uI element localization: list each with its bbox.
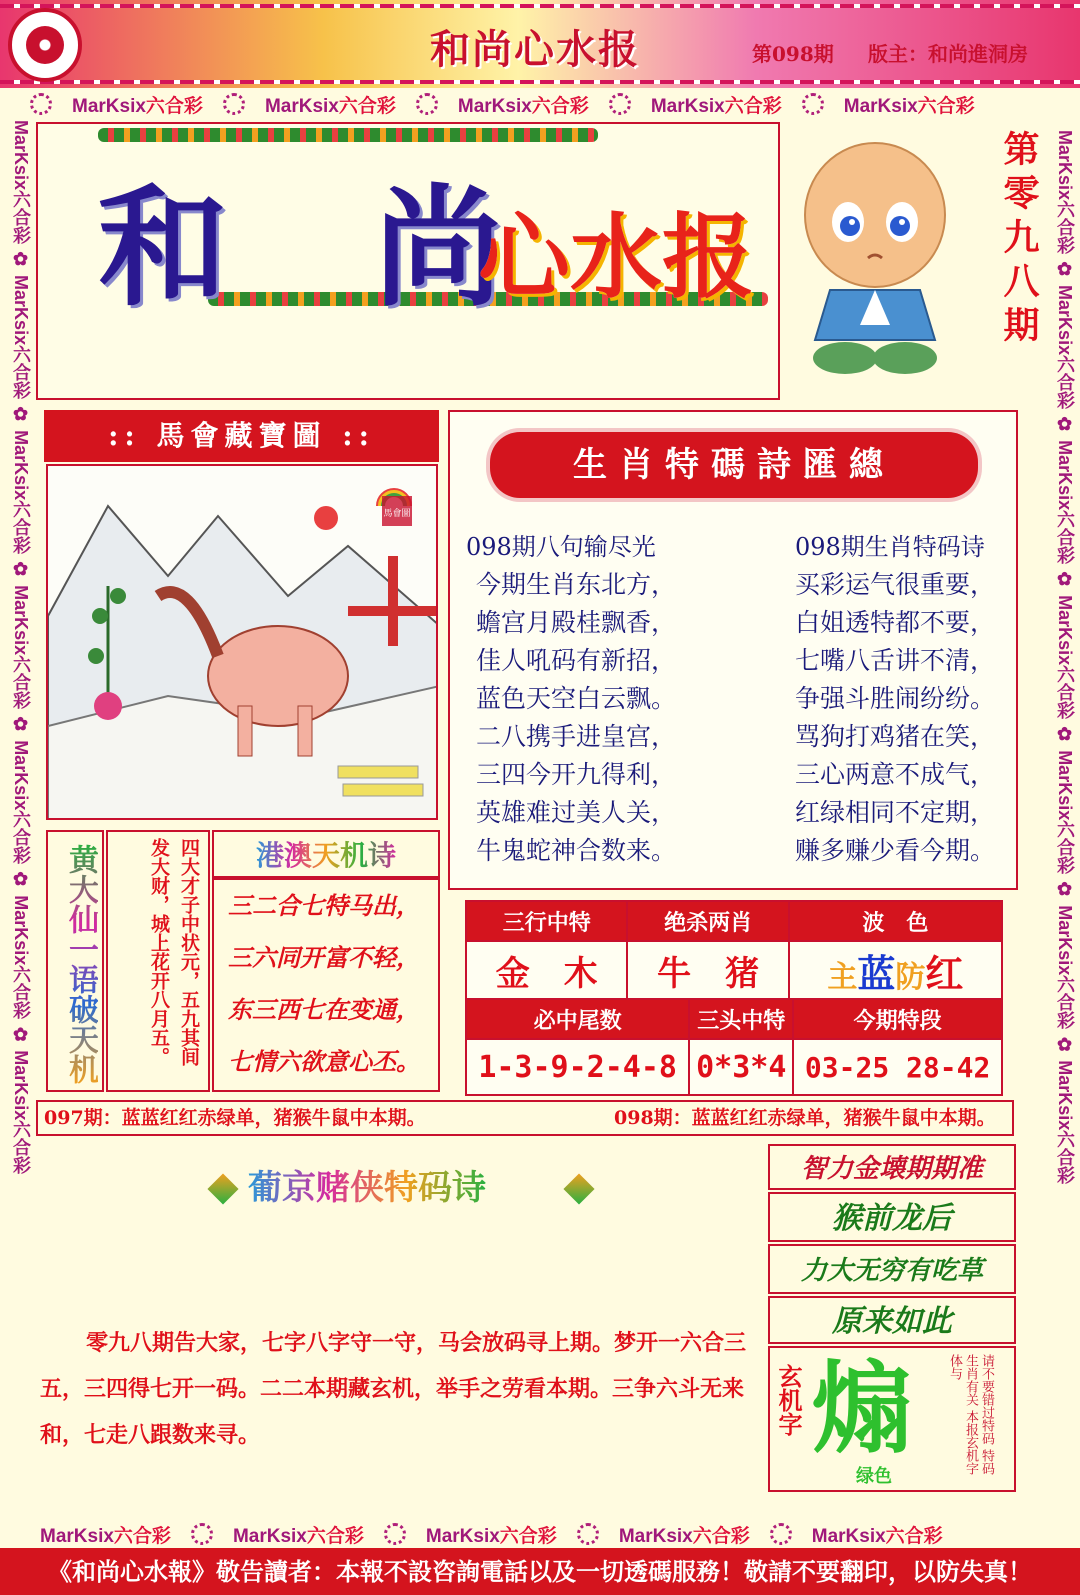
poem-line: 争强斗胜闹纷纷。 xyxy=(795,684,996,713)
map-stamp: 馬會圖 xyxy=(383,509,411,519)
header-title: 和尚心水报 xyxy=(430,26,640,73)
poem-line: 蓝色天空白云飘。 xyxy=(476,684,677,713)
flower-icon xyxy=(384,1523,406,1545)
bauhinia-icon xyxy=(26,26,64,64)
flower-icon xyxy=(416,93,438,115)
header-stripe-bottom xyxy=(0,80,1080,84)
table-cell: 金 木 xyxy=(466,941,627,1000)
poem-line: 三六同开富不轻， xyxy=(228,943,420,972)
prediction-table-1 xyxy=(465,900,1003,1001)
zhili-line: 原来如此 xyxy=(768,1296,1016,1344)
poem-line: 东三西七在变通， xyxy=(228,995,420,1024)
watermark: MarKsix六合彩 xyxy=(232,1525,364,1547)
poem-left-column xyxy=(466,528,766,870)
hk-emblem-logo xyxy=(8,8,82,82)
table-header: 波 色 xyxy=(789,901,1002,941)
strip-left: 097期：蓝蓝红红赤绿单，猪猴牛鼠中本期。 xyxy=(44,1107,426,1129)
masthead-xin-shui-bao: 心水报 xyxy=(478,203,755,311)
gangao-title: 港澳天机诗 xyxy=(212,830,440,878)
treasure-map-title: :: 馬會藏寶圖 :: xyxy=(44,410,439,462)
poem-line: 白姐透特都不要， xyxy=(795,608,996,637)
table-header: 三行中特 xyxy=(466,901,627,941)
header-issue: 第098期 xyxy=(752,42,834,66)
watermark-right-column: MarKsix六合彩 ✿ MarKsix六合彩 ✿ MarKsix六合彩 ✿ MarKsix六合彩 ✿ MarKsix六合彩 ✿ MarKsix六合彩 ✿ MarKsix六合彩 xyxy=(1055,130,1075,1185)
xuanji-box xyxy=(768,1346,1016,1492)
issue-vertical: 第零九八期 xyxy=(998,130,1040,350)
flower-icon xyxy=(191,1523,213,1545)
masthead-he-shang: 和 尚 xyxy=(98,171,554,324)
flower-icon xyxy=(609,93,631,115)
xuanji-char: 煽 xyxy=(812,1349,912,1467)
table-header: 绝杀两肖 xyxy=(627,901,788,941)
poem-line: 英雄难过美人关， xyxy=(476,798,677,827)
table-cell: 03-25 28-42 xyxy=(793,1039,1002,1095)
wave-color-cell: 主蓝防红 xyxy=(789,941,1002,1000)
poem-line: 赚多赚少看今期。 xyxy=(795,836,996,865)
poem-right-heading: 098期生肖特码诗 xyxy=(795,533,985,561)
poem-line: 今期生肖东北方， xyxy=(476,570,677,599)
poem-line: 三二合七特马出， xyxy=(228,891,420,920)
xuanji-label: 玄机字 xyxy=(774,1364,803,1436)
xuanji-color: 绿色 xyxy=(856,1466,892,1487)
pujing-poem-text: 零九八期告大家，七字八字守一守，马会放码寻上期。梦开一六合三五，三四得七开一码。二二本期藏玄机，举手之劳看本期。三争六斗无来和，七走八跟数来寻。 xyxy=(40,1330,747,1448)
watermark: MarKsix六合彩 xyxy=(811,1525,943,1547)
flower-icon xyxy=(30,93,52,115)
poem-line: 牛鬼蛇神合数来。 xyxy=(476,836,677,865)
treasure-map-illustration xyxy=(46,464,438,820)
pujing-title: 葡京赌侠特码诗 xyxy=(248,1160,486,1209)
watermark: MarKsix六合彩 xyxy=(650,95,782,117)
zhili-title: 智力金壊期期准 xyxy=(768,1144,1016,1190)
flower-icon xyxy=(770,1523,792,1545)
table-cell: 牛 猪 xyxy=(627,941,788,1000)
diamond-icon xyxy=(207,1173,238,1204)
cartoon-monk-image xyxy=(790,130,960,380)
watermark: MarKsix六合彩 xyxy=(40,1525,171,1547)
zhili-line: 力大无穷有吃草 xyxy=(768,1244,1016,1294)
watermark-left-column: MarKsix六合彩 ✿ MarKsix六合彩 ✿ MarKsix六合彩 ✿ MarKsix六合彩 ✿ MarKsix六合彩 ✿ MarKsix六合彩 ✿ MarKsix六合彩 xyxy=(11,120,31,1175)
prediction-table-2 xyxy=(465,998,1003,1096)
header-stripe-top xyxy=(0,4,1080,8)
gangao-poem xyxy=(212,878,440,1092)
flower-icon xyxy=(223,93,245,115)
poem-line: 七嘴八舌讲不清， xyxy=(795,646,996,675)
poem-line: 二八携手进皇宫， xyxy=(476,722,677,751)
poem-line: 三心两意不成气， xyxy=(795,760,996,789)
poem-summary-title: 生肖特碼詩匯總 xyxy=(490,432,978,498)
table-header: 今期特段 xyxy=(793,999,1002,1039)
poem-right-column xyxy=(795,528,1015,870)
masthead xyxy=(36,122,780,400)
watermark: MarKsix六合彩 xyxy=(425,1525,557,1547)
watermark: MarKsix六合彩 xyxy=(72,95,203,117)
zhili-line: 猴前龙后 xyxy=(768,1192,1016,1242)
flower-vine-top xyxy=(98,128,598,142)
footer-notice: 《和尚心水報》敬告讀者：本報不設咨詢電話以及一切透碼服務！敬請不要翻印，以防失真！ xyxy=(0,1548,1080,1595)
poem-line: 三四今开九得利， xyxy=(476,760,677,789)
table-header: 必中尾数 xyxy=(466,999,689,1039)
poem-line: 买彩运气很重要， xyxy=(795,570,996,599)
previous-results-strip xyxy=(36,1100,1014,1136)
poem-line: 七情六欲意心丕。 xyxy=(228,1047,420,1076)
strip-right: 098期：蓝蓝红红赤绿单，猪猴牛鼠中本期。 xyxy=(614,1107,996,1129)
xuanji-note: 请不要错过特码 特码生肖有关 本报玄机字体与 xyxy=(947,1354,994,1476)
watermark: MarKsix六合彩 xyxy=(457,95,589,117)
poem-left-heading: 098期八句输尽光 xyxy=(466,533,656,561)
four-talents-text: 四大才子中状元，五九其间发大财，城上花开八月五。 xyxy=(106,830,210,1092)
flower-icon xyxy=(577,1523,599,1545)
diamond-icon xyxy=(563,1173,594,1204)
watermark-top-row xyxy=(30,90,1050,118)
watermark: MarKsix六合彩 xyxy=(264,95,396,117)
watermark: MarKsix六合彩 xyxy=(843,95,975,117)
header-editor: 版主：和尚進洞房 xyxy=(868,42,1028,66)
table-cell: 1-3-9-2-4-8 xyxy=(466,1039,689,1095)
flower-icon xyxy=(802,93,824,115)
poem-line: 骂狗打鸡猪在笑， xyxy=(795,722,996,751)
watermark-bottom-row xyxy=(40,1520,1060,1548)
watermark: MarKsix六合彩 xyxy=(618,1525,750,1547)
table-cell: 0*3*4 xyxy=(689,1039,793,1095)
poem-line: 蟾宫月殿桂飘香， xyxy=(476,608,677,637)
table-header: 三头中特 xyxy=(689,999,793,1039)
huang-da-xian-column: 黄大仙一语破天机 xyxy=(46,830,104,1092)
poem-line: 佳人吼码有新招， xyxy=(476,646,677,675)
poem-line: 红绿相同不定期， xyxy=(795,798,996,827)
